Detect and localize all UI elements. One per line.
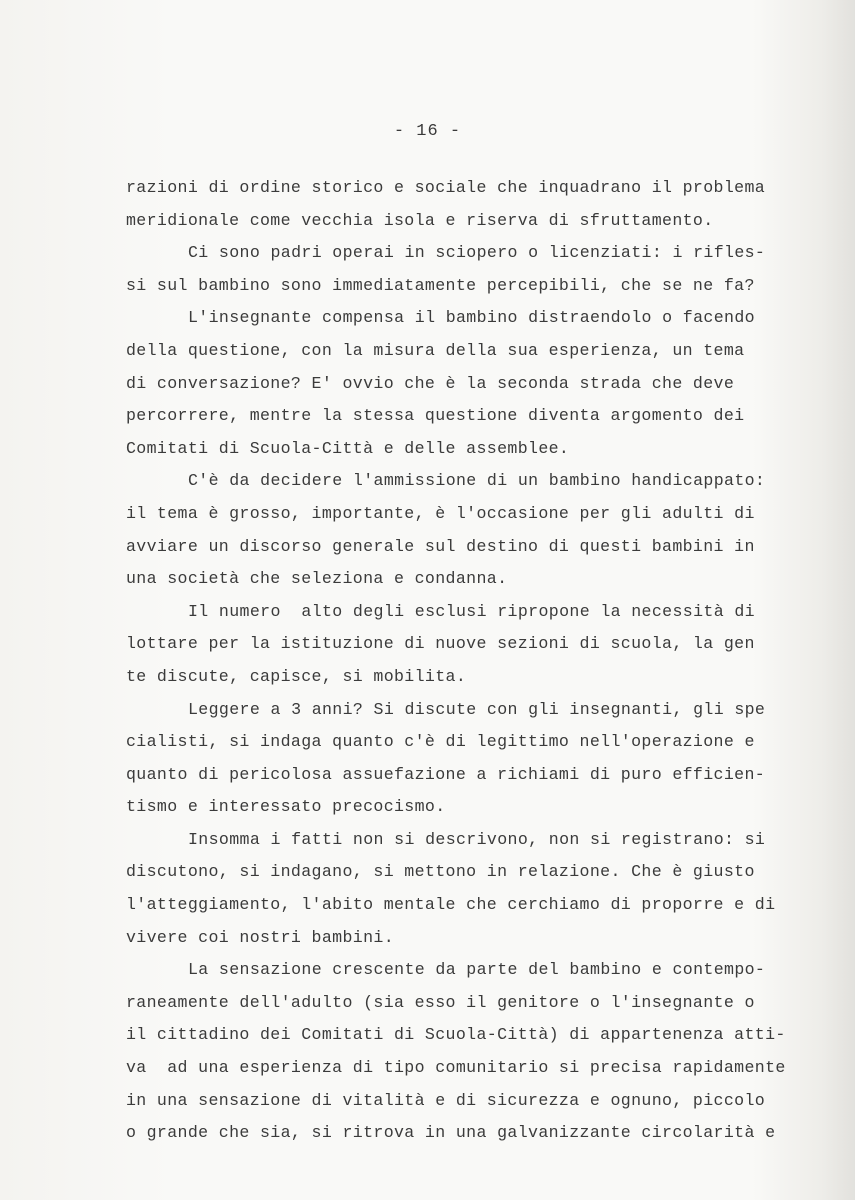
paragraph-first-line: La sensazione crescente da parte del bambino e contempo- [188, 960, 766, 980]
text-line: in una sensazione di vitalità e di sicurezza e ognuno, piccolo [126, 1090, 766, 1110]
text-line: vivere coi nostri bambini. [126, 927, 395, 947]
text-line: di conversazione? E' ovvio che è la seconda strada che deve [126, 373, 735, 393]
paragraph-first-line: Il numero alto degli esclusi ripropone la necessità di [188, 601, 755, 621]
paragraph-first-line: C'è da decidere l'ammissione di un bambino handicappato: [188, 471, 766, 491]
page-number: - 16 - [393, 122, 462, 141]
paragraph-first-line: L'insegnante compensa il bambino distraendolo o facendo [188, 308, 755, 328]
body-text [126, 172, 846, 1150]
text-line: razioni di ordine storico e sociale che inquadrano il problema [126, 178, 766, 197]
text-line: della questione, con la misura della sua esperienza, un tema [126, 340, 745, 360]
text-line: te discute, capisce, si mobilita. [126, 666, 467, 686]
text-line: una società che seleziona e condanna. [126, 569, 508, 589]
text-line: o grande che sia, si ritrova in una galvanizzante circolarità e [126, 1123, 776, 1143]
text-line: raneamente dell'adulto (sia esso il genitore o l'insegnante o [126, 992, 755, 1012]
text-line: quanto di pericolosa assuefazione a richiami di puro efficien- [126, 764, 766, 784]
paragraph-first-line: Leggere a 3 anni? Si discute con gli insegnanti, gli spe [188, 699, 766, 719]
text-line: cialisti, si indaga quanto c'è di legittimo nell'operazione e [126, 732, 755, 752]
text-line: va ad una esperienza di tipo comunitario si precisa rapidamente [126, 1058, 786, 1078]
text-line: si sul bambino sono immediatamente percepibili, che se ne fa? [126, 275, 755, 295]
paragraph-first-line: Ci sono padri operai in sciopero o licenziati: i rifles- [188, 243, 766, 263]
text-line: percorrere, mentre la stessa questione diventa argomento dei [126, 406, 745, 426]
text-line: tismo e interessato precocismo. [126, 797, 446, 817]
text-line: avviare un discorso generale sul destino di questi bambini in [126, 536, 755, 556]
text-line: Comitati di Scuola-Città e delle assemblee. [126, 438, 570, 458]
text-line: lottare per la istituzione di nuove sezioni di scuola, la gen [126, 634, 755, 654]
text-line: il tema è grosso, importante, è l'occasione per gli adulti di [126, 503, 755, 523]
text-line: discutono, si indagano, si mettono in relazione. Che è giusto [126, 862, 755, 882]
text-line: l'atteggiamento, l'abito mentale che cerchiamo di proporre e di [126, 895, 776, 915]
text-line: il cittadino dei Comitati di Scuola-Città) di appartenenza atti- [126, 1025, 786, 1045]
paragraph-first-line: Insomma i fatti non si descrivono, non si registrano: si [188, 829, 766, 849]
text-line: meridionale come vecchia isola e riserva di sfruttamento. [126, 210, 714, 230]
